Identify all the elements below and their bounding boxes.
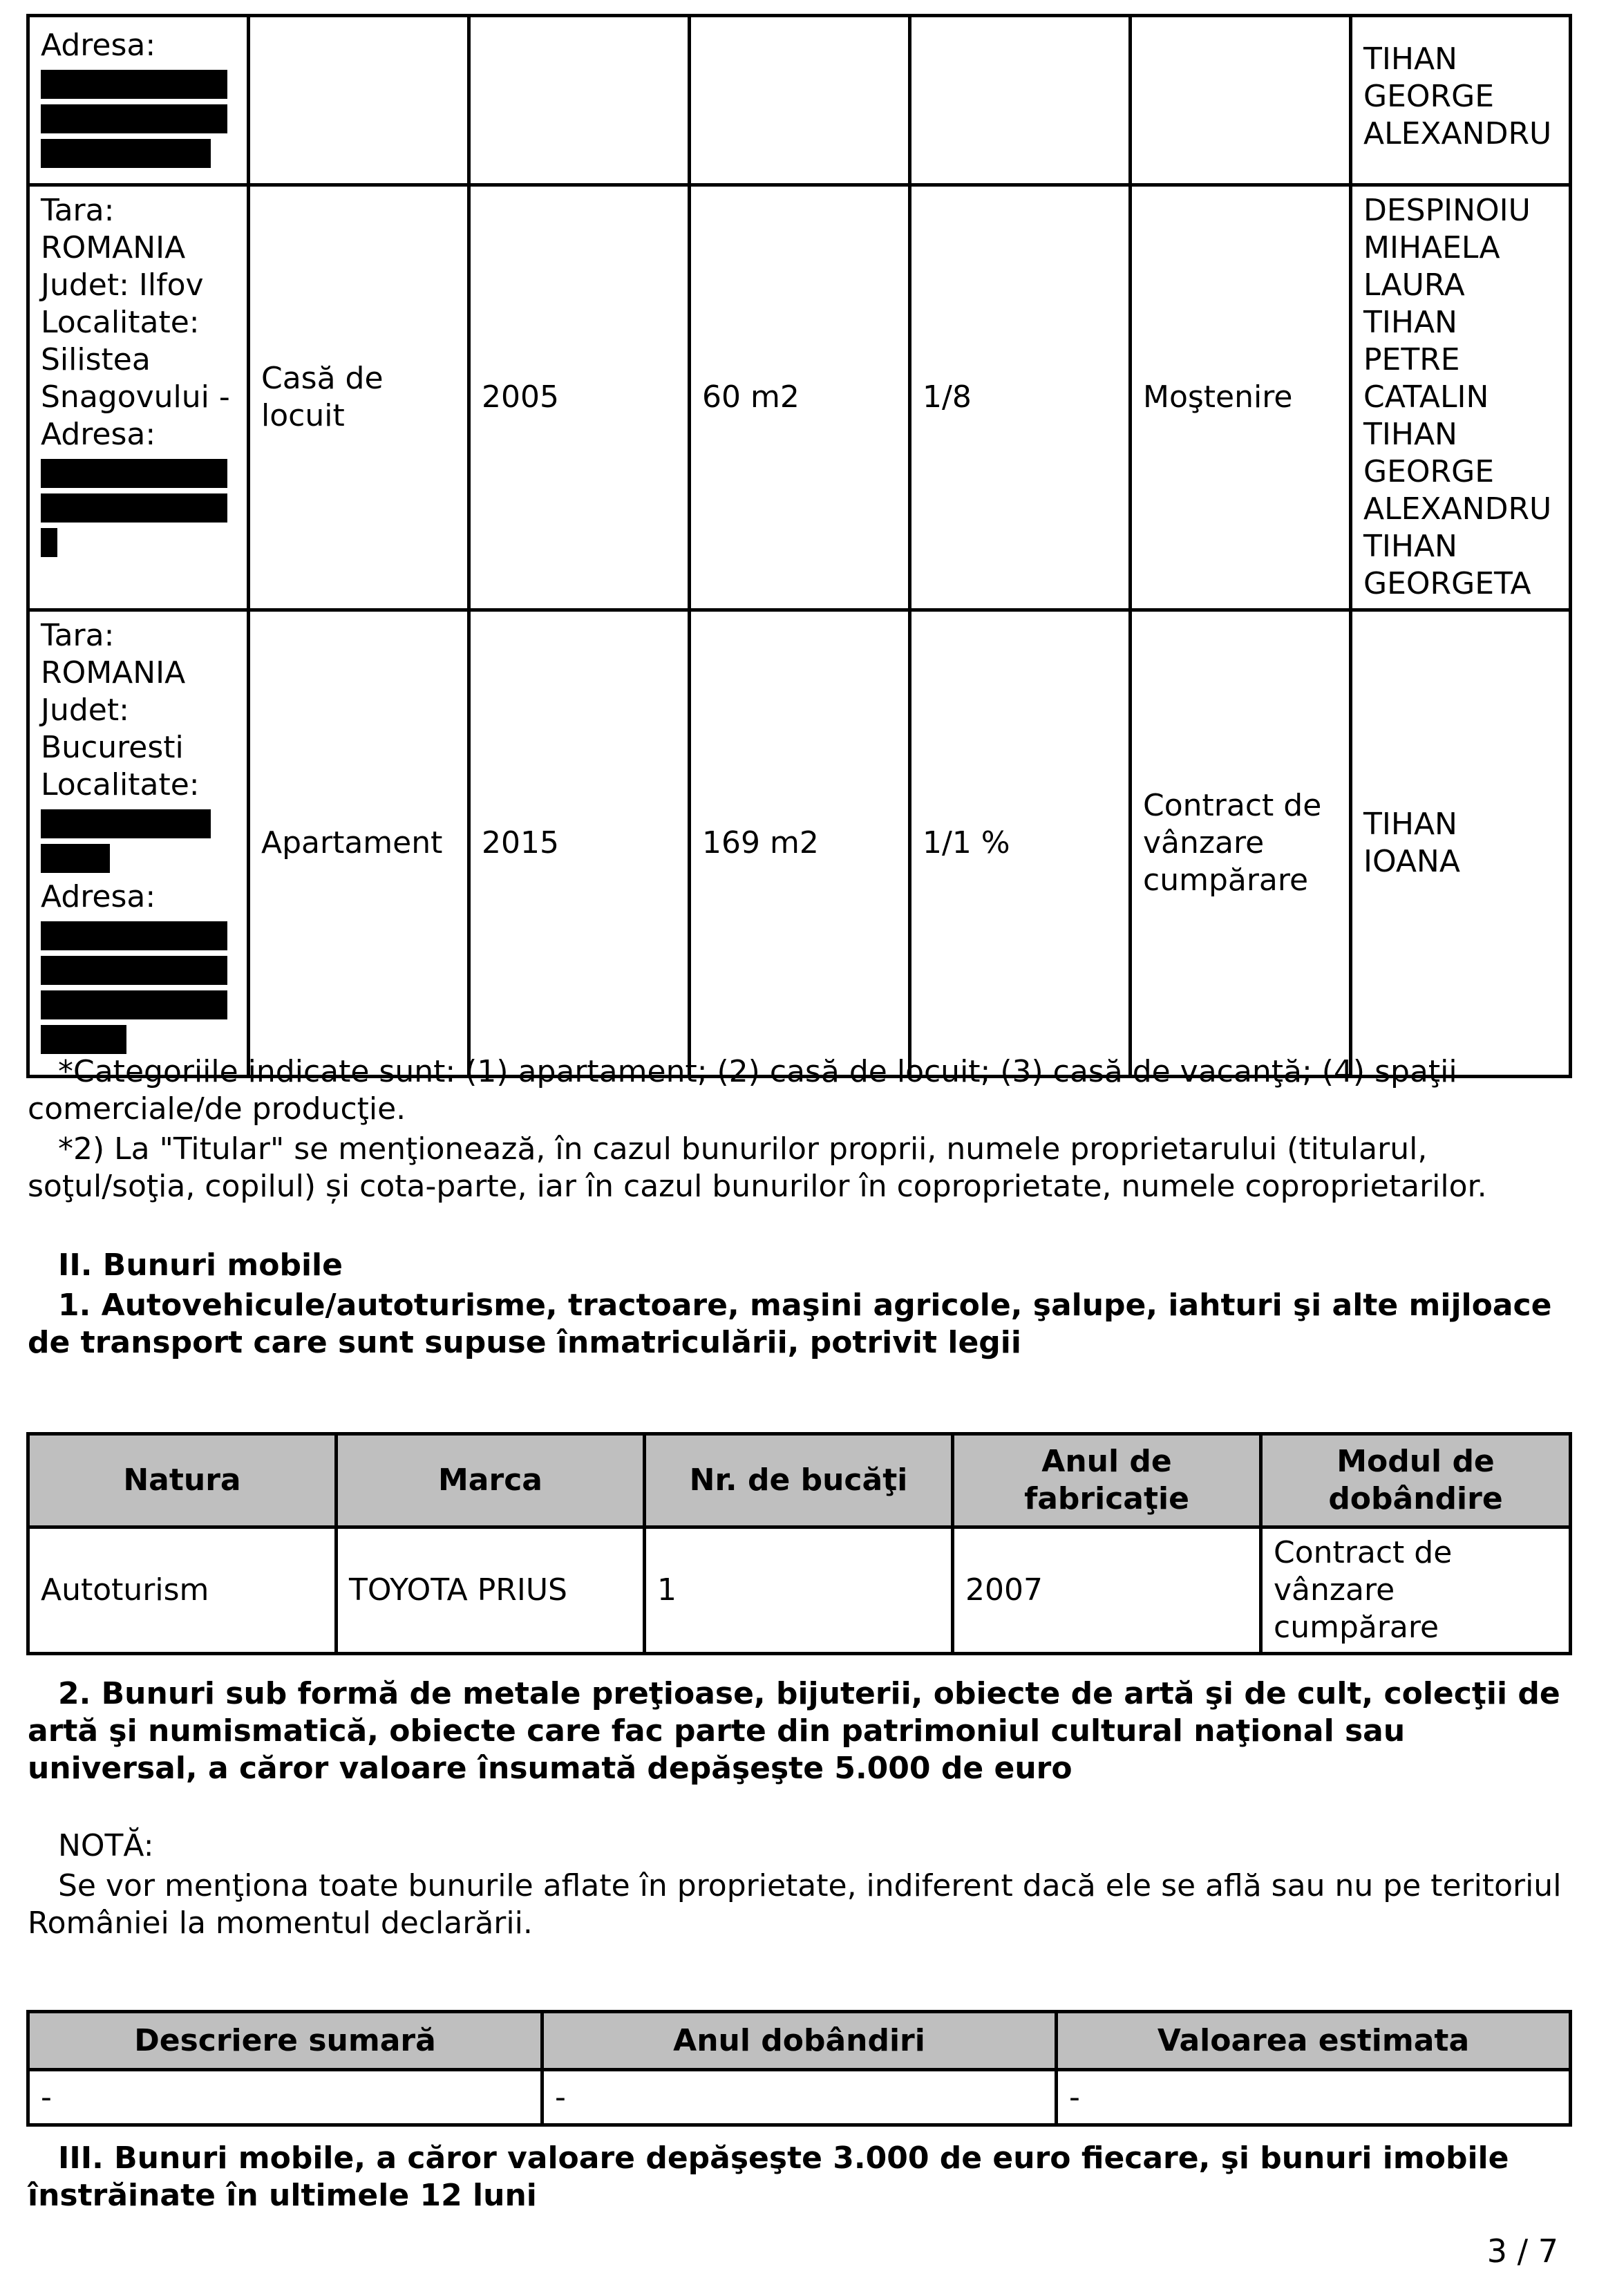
owner-line: GEORGE [1363,79,1494,114]
column-header: Anul dobândiri [542,2012,1057,2070]
owner-line: ALEXANDRU [1363,491,1552,527]
owner-line: GEORGETA [1363,566,1531,601]
acquisition-cell [1131,185,1351,610]
acquisition-cell [1131,16,1351,185]
page-number: 3 / 7 [1486,2232,1558,2270]
column-header: Modul de dobândire [1261,1434,1571,1527]
redacted-block [41,1025,126,1054]
redacted-block [41,844,110,873]
real-estate-table [26,14,1572,1078]
table-cell: - [542,2070,1057,2125]
owner-line: TIHAN [1363,417,1457,452]
subsection-title [28,1675,1569,1787]
owner-cell [1351,16,1571,185]
section-title [28,2140,1569,2214]
acquisition-line: vânzare [1143,825,1265,860]
owner-line: TIHAN [1363,529,1457,564]
table-row [28,2070,1571,2125]
year-cell: 2015 [469,610,690,1077]
table-header-row [28,1434,1571,1527]
table-cell: TOYOTA PRIUS [337,1527,645,1654]
surface-cell: 169 m2 [690,610,910,1077]
redacted-block [41,990,227,1019]
redacted-block [41,528,57,557]
location-line: Judet: [41,693,129,728]
owner-line: LAURA [1363,267,1465,303]
owner-line: TIHAN PETRE [1363,305,1460,377]
location-line: Localitate: [41,767,200,802]
share-cell: 1/8 [910,185,1131,610]
redacted-block [41,139,211,168]
owner-line: TIHAN [1363,807,1457,842]
location-cell [28,16,249,185]
redacted-block [41,809,211,838]
note-text: *2) La "Titular" se menţionează, în cazul bunurilor proprii, numele proprietarului (titularul, soţul/soţia, copilul) și cota-parte, iar în cazul bunurilor în coproprietate, numele coproprietarilor. [28,1131,1487,1204]
share-cell [910,16,1131,185]
nota-label [28,1827,1569,1865]
location-line: Snagovului - [41,379,230,415]
acquisition-cell [1131,610,1351,1077]
table-row [28,16,1571,185]
acquisition-line: Contract de [1143,788,1322,823]
owner-cell [1351,610,1571,1077]
nota-text [28,1867,1569,1942]
section-title-text: III. Bunuri mobile, a căror valoare depăşeşte 3.000 de euro fiecare, şi bunuri imobile înstrăinate în ultimele 12 luni [28,2140,1509,2213]
table-row [28,185,1571,610]
surface-cell: 60 m2 [690,185,910,610]
owner-line: MIHAELA [1363,230,1500,265]
redacted-block [41,104,227,133]
redacted-block [41,956,227,985]
acquisition-line: Moştenire [1143,379,1293,415]
location-line: Adresa: [41,28,156,63]
nota-body: Se vor menţiona toate bunurile aflate în proprietate, indiferent dacă ele se află sau nu pe teritoriul României la momentul declarării. [28,1868,1562,1941]
location-line: Localitate: [41,305,200,340]
section-title-text: II. Bunuri mobile [58,1248,343,1283]
table-cell: Contract de vânzare cumpărare [1261,1527,1571,1654]
table-row [28,1527,1571,1654]
owner-line: ALEXANDRU [1363,116,1552,151]
redacted-block [41,921,227,950]
location-line: Tara: [41,618,115,653]
category-line: Casă de [261,361,384,396]
location-line: ROMANIA [41,230,186,265]
redacted-block [41,493,227,523]
surface-cell [690,16,910,185]
location-line: Tara: [41,193,115,228]
location-line: Silistea [41,342,151,377]
owner-cell [1351,185,1571,610]
nota-label-text: NOTĂ: [58,1828,154,1863]
category-cell [249,16,469,185]
owner-line: IOANA [1363,844,1460,879]
location-line: ROMANIA [41,655,186,690]
category-cell [249,610,469,1077]
subsection-title-text: 1. Autovehicule/autoturisme, tractoare, maşini agricole, şalupe, iahturi şi alte mijloace de transport care sunt supuse înmatriculării, potrivit legii [28,1288,1552,1360]
owner-line: TIHAN [1363,41,1457,77]
location-line: Adresa: [41,879,156,914]
category-line: Apartament [261,825,443,860]
note-text: *Categoriile indicate sunt: (1) apartament; (2) casă de locuit; (3) casă de vacanţă; (4) spaţii comerciale/de producţie. [28,1054,1457,1127]
acquisition-line: cumpărare [1143,863,1309,898]
vehicles-table [26,1432,1572,1655]
location-line: Judet: Ilfov [41,267,204,303]
category-line: locuit [261,398,345,433]
table-cell: - [1057,2070,1571,2125]
table-cell: 2007 [953,1527,1261,1654]
table-cell: - [28,2070,542,2125]
note-titular [28,1131,1569,1205]
owner-line: DESPINOIU [1363,193,1531,228]
owner-line: CATALIN [1363,379,1489,415]
subsection-title [28,1287,1569,1362]
year-cell: 2005 [469,185,690,610]
redacted-block [41,459,227,488]
location-line: Adresa: [41,417,156,452]
redacted-block [41,70,227,99]
table-cell: Autoturism [28,1527,337,1654]
column-header: Nr. de bucăţi [645,1434,953,1527]
column-header: Descriere sumară [28,2012,542,2070]
share-cell: 1/1 % [910,610,1131,1077]
subsection-title-text: 2. Bunuri sub formă de metale preţioase, bijuterii, obiecte de artă şi de cult, colecţii de artă şi numismatică, obiecte care fac parte din patrimoniul cultural naţional sau universal, a căror valoare însumată depăşeşte 5.000 de euro [28,1676,1560,1786]
location-line: Bucuresti [41,730,184,765]
year-cell [469,16,690,185]
location-cell [28,185,249,610]
owner-line: GEORGE [1363,454,1494,489]
table-row [28,610,1571,1077]
column-header: Marca [337,1434,645,1527]
location-cell [28,610,249,1077]
column-header: Anul de fabricaţie [953,1434,1261,1527]
valuables-table [26,2010,1572,2127]
category-cell [249,185,469,610]
column-header: Valoarea estimata [1057,2012,1571,2070]
column-header: Natura [28,1434,337,1527]
note-categories [28,1053,1569,1128]
table-header-row [28,2012,1571,2070]
table-cell: 1 [645,1527,953,1654]
section-title [28,1247,1569,1284]
